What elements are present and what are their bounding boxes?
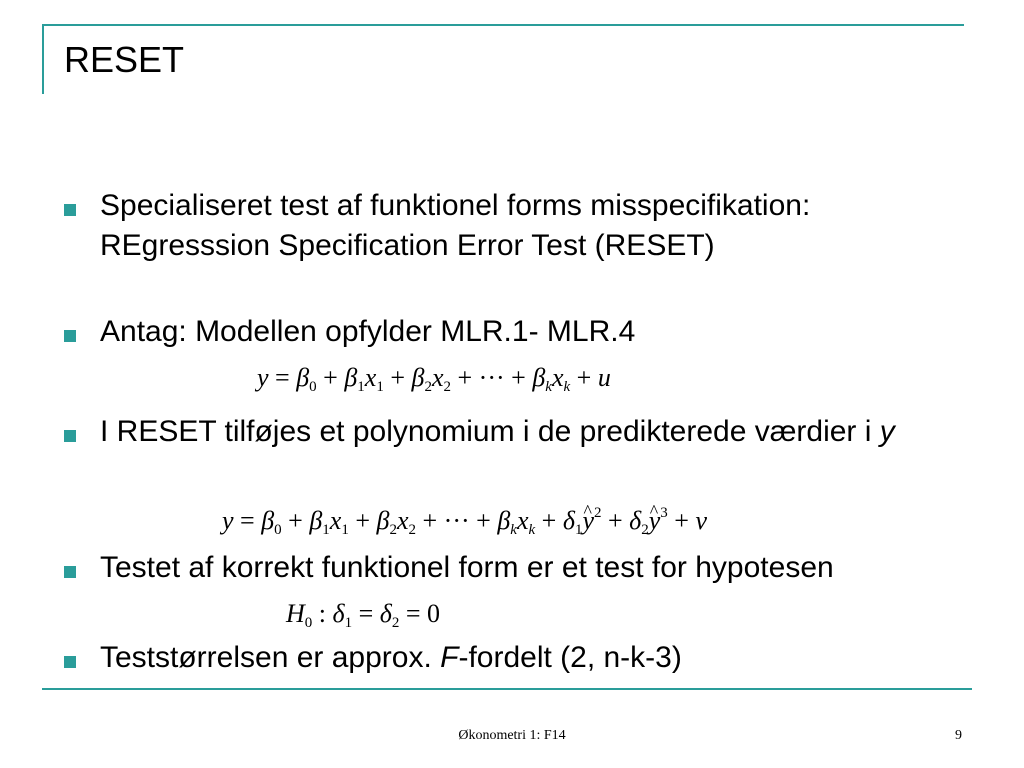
bottom-frame-line xyxy=(42,688,972,690)
bullet-marker xyxy=(64,204,76,216)
bullet-3-italic: y xyxy=(879,415,895,448)
bullet-marker xyxy=(64,656,76,668)
equation-model: $y = \beta_0 + \beta_1x_1 + \beta_2x_2$ + ··· + $\beta_kx_k + u$ xyxy=(257,363,611,395)
bullet-1-text: Specialiseret test af funktionel forms misspecifikation: REgresssion Specification Error Test (RESET) xyxy=(100,189,811,262)
slide-title: RESET xyxy=(64,39,185,80)
bullet-marker xyxy=(64,566,76,578)
bullet-4-text: Testet af korrekt funktionel form er et test for hypotesen xyxy=(100,551,834,584)
bullet-5-italic: F xyxy=(440,641,459,674)
bullet-2-text: Antag: Modellen opfylder MLR.1- MLR.4 xyxy=(100,315,636,348)
bullet-5-plain: Teststørrelsen er approx. xyxy=(100,641,441,674)
page-number: 9 xyxy=(955,728,962,743)
bullet-5-text xyxy=(100,638,940,678)
bullet-3-plain: I RESET tilføjes et polynomium i de predikterede værdier i xyxy=(100,415,880,448)
bullet-5-tail: -fordelt (2, n-k-3) xyxy=(458,641,682,674)
left-frame-line xyxy=(42,24,44,94)
top-frame-line xyxy=(42,24,964,26)
equation-hypothesis: $H_0$ : $\delta_1 = \delta_2 = 0$ xyxy=(286,599,441,631)
footer-title: Økonometri 1: F14 xyxy=(458,728,566,743)
bullet-3-text xyxy=(100,412,920,452)
bullet-marker xyxy=(64,330,76,342)
bullet-marker xyxy=(64,430,76,442)
equation-reset-model: $y = \beta_0 + \beta_1x_1 + \beta_2x_2$ + ··· + $\beta_kx_k$ + $\delta_1\^{}$ $y^2$ + $\delta_2\^{}$ $y^3 + v$ xyxy=(222,497,707,546)
